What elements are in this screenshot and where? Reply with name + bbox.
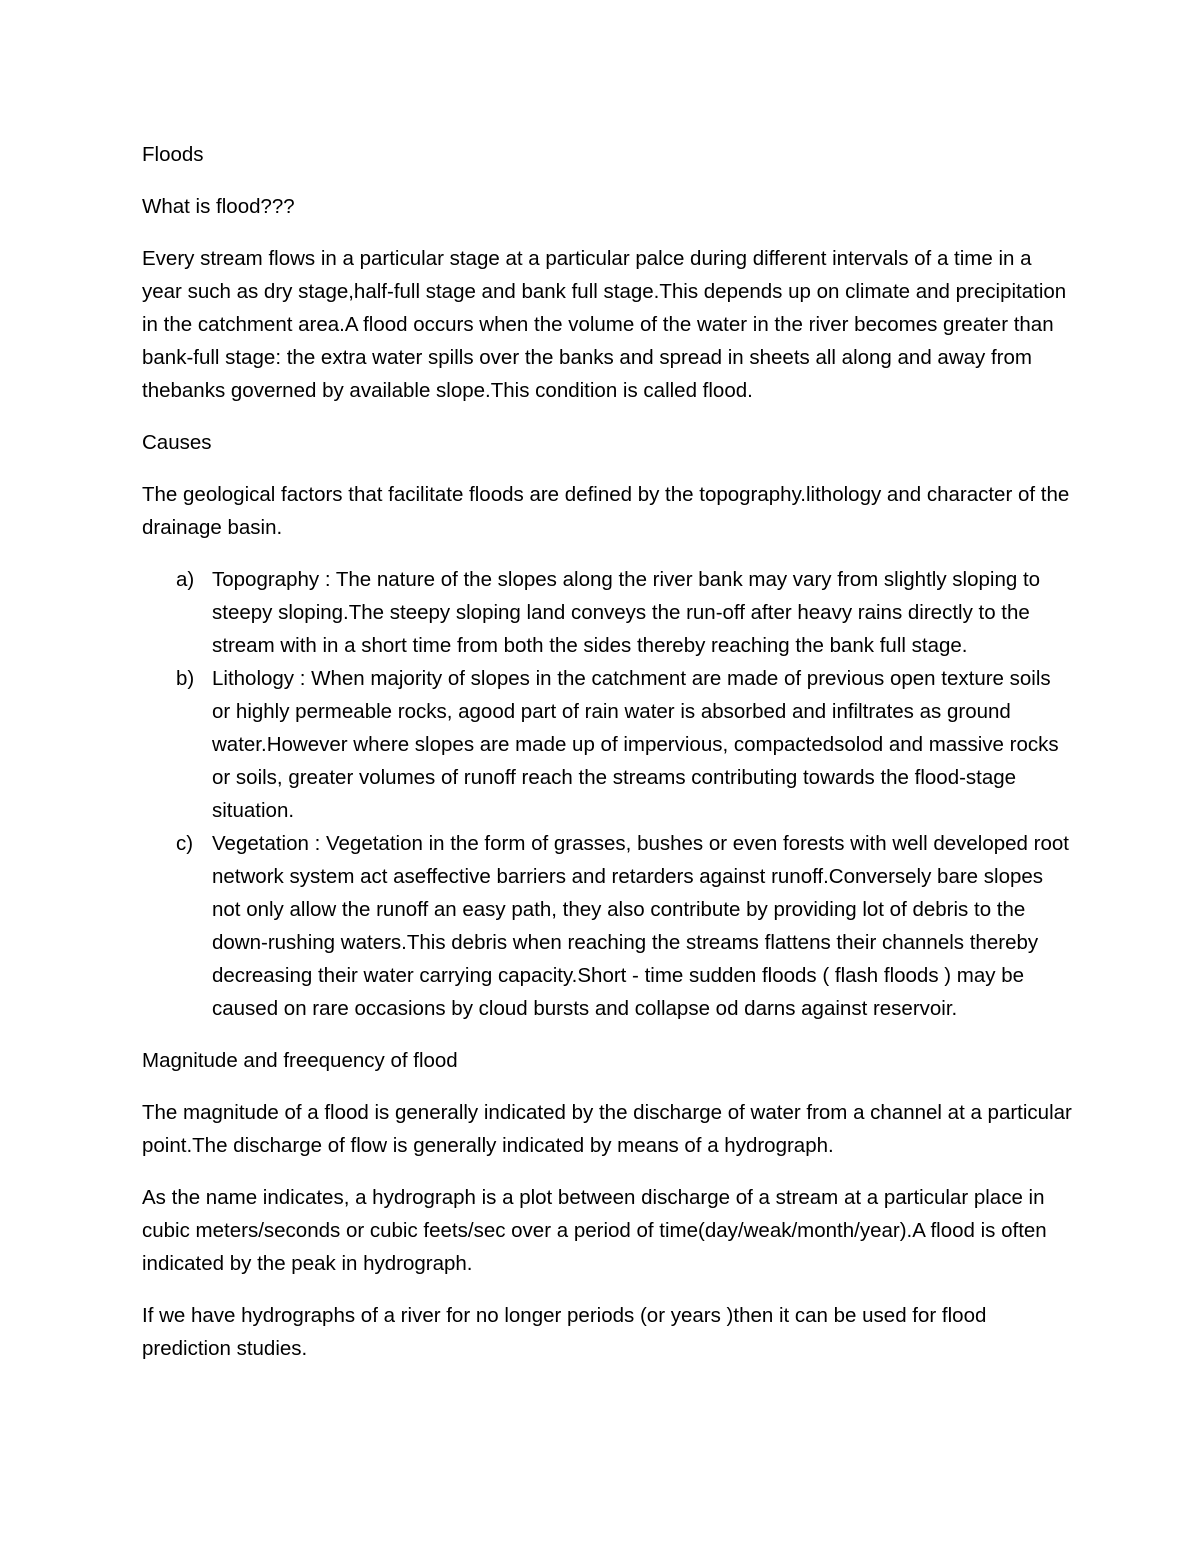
list-marker: a): [176, 568, 195, 591]
list-item: [142, 827, 1072, 1025]
question-heading: What is flood???: [142, 195, 295, 218]
magnitude-paragraph-1: The magnitude of a flood is generally indicated by the discharge of water from a channel at a particular point.The discharge of flow is generally indicated by means of a hydrograph.: [142, 1101, 1072, 1157]
causes-list: [142, 563, 1072, 1025]
document-page: [142, 138, 1072, 1384]
list-item: [142, 563, 1072, 662]
list-item: [142, 662, 1072, 827]
list-item-text: Topography : The nature of the slopes along the river bank may vary from slightly sloping to steepy sloping.The steepy sloping land conveys the run-off after heavy rains directly to the stream with in a short time from both the sides thereby reaching the bank full stage.: [212, 568, 1041, 657]
list-marker: b): [176, 667, 195, 690]
causes-heading: Causes: [142, 431, 212, 454]
magnitude-heading: Magnitude and freequency of flood: [142, 1049, 458, 1072]
list-marker: c): [176, 832, 194, 855]
causes-intro-paragraph: The geological factors that facilitate floods are defined by the topography.lithology and character of the drainage basin.: [142, 483, 1070, 539]
list-item-text: Lithology : When majority of slopes in the catchment are made of previous open texture soils or highly permeable rocks, agood part of rain water is absorbed and infiltrates as ground water.However where slopes are made up of impervious, compactedsolod and massive rocks or soils, greater volumes of runoff reach the streams contributing towards the flood-stage situation.: [212, 667, 1059, 822]
magnitude-paragraph-2: As the name indicates, a hydrograph is a plot between discharge of a stream at a particular place in cubic meters/seconds or cubic feets/sec over a period of time(day/weak/month/year).A flood is often indicated by the peak in hydrograph.: [142, 1186, 1047, 1275]
list-item-text: Vegetation : Vegetation in the form of grasses, bushes or even forests with well developed root network system act aseffective barriers and retarders against runoff.Conversely bare slopes not only allow the runoff an easy path, they also contribute by providing lot of debris to the down-rushing waters.This debris when reaching the streams flattens their channels thereby decreasing their water carrying capacity.Short - time sudden floods ( flash floods ) may be caused on rare occasions by cloud bursts and collapse od darns against reservoir.: [212, 832, 1069, 1020]
magnitude-paragraph-3: If we have hydrographs of a river for no longer periods (or years )then it can be used for flood prediction studies.: [142, 1304, 987, 1360]
document-title: Floods: [142, 143, 204, 166]
intro-paragraph: Every stream flows in a particular stage at a particular palce during different intervals of a time in a year such as dry stage,half-full stage and bank full stage.This depends up on climate and precipitation in the catchment area.A flood occurs when the volume of the water in the river becomes greater than bank-full stage: the extra water spills over the banks and spread in sheets all along and away from thebanks governed by available slope.This condition is called flood.: [142, 247, 1067, 402]
